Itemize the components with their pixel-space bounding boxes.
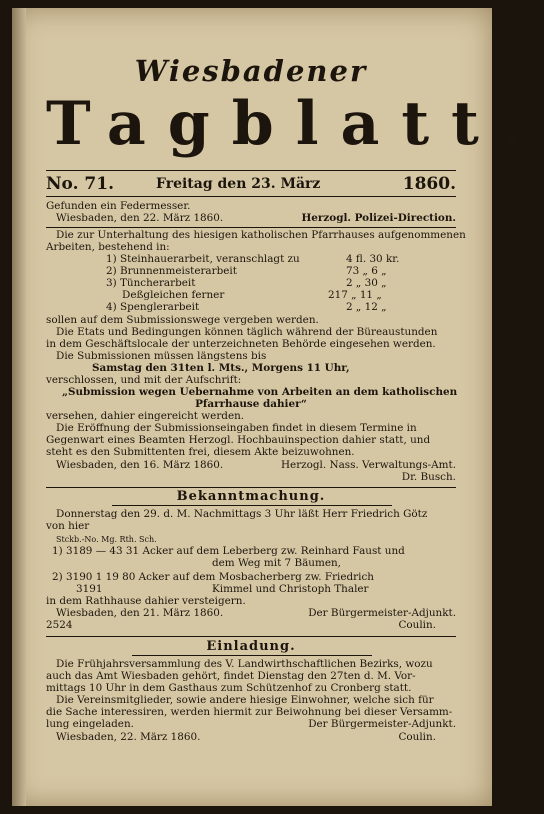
notice2-date: Wiesbaden, den 16. März 1860. — [56, 459, 224, 471]
work-item — [46, 302, 456, 314]
notice3-column-header: Stckb.-No. Mg. Rth. Sch. — [56, 535, 157, 544]
notice4-line: Die Frühjahrsversammlung des V. Landwirthschaftlichen Bezirks, wozu — [56, 658, 433, 670]
notice3-lot: Kimmel und Christoph Thaler — [212, 583, 369, 595]
issue-number: No. 71. — [46, 174, 114, 194]
notice3-lot-number: 3191 — [76, 583, 103, 595]
notice2-line: Die Eröffnung der Submissionseingaben findet in diesem Termine in — [56, 422, 417, 434]
notice3-line: von hier — [46, 520, 90, 532]
work-item — [46, 278, 456, 290]
notice2-authority: Herzogl. Nass. Verwaltungs-Amt. — [280, 459, 456, 471]
notice2-line: Die Submissionen müssen längstens bis — [56, 350, 267, 362]
issue-date: Freitag den 23. März — [156, 176, 321, 192]
notice2-line: sollen auf dem Submissionswege vergeben werden. — [46, 314, 319, 326]
work-item-label: 2) Brunnenmeisterarbeit — [106, 265, 237, 277]
notice2-line: Gegenwart eines Beamten Herzogl. Hochbauinspection dahier statt, und — [46, 434, 431, 446]
notice3-number: 2524 — [46, 619, 73, 631]
dateline — [46, 174, 456, 196]
page-spine — [12, 8, 26, 806]
notice2-deadline: Samstag den 31ten l. Mts., Morgens 11 Uhr, — [92, 362, 350, 374]
work-item-label: 1) Steinhauerarbeit, veranschlagt zu — [106, 253, 300, 265]
masthead-rule-top — [46, 170, 456, 171]
notice2-inscription: Pfarrhause dahier“ — [195, 398, 307, 410]
notice3-lot: 2) 3190 1 19 80 Acker auf dem Mosbacherberg zw. Friedrich — [52, 571, 374, 583]
work-item-value: 73 „ 6 „ — [346, 265, 387, 277]
work-item-label: 4) Spenglerarbeit — [106, 301, 200, 313]
work-item-label: 3) Tüncherarbeit — [106, 277, 196, 289]
work-item-value: 217 „ 11 „ — [328, 289, 382, 301]
heading-rule — [132, 655, 372, 656]
notice3-heading: Bekanntmachung. — [176, 489, 326, 504]
notice2-line: Die zur Unterhaltung des hiesigen katholischen Pfarrhauses aufgenommenen — [56, 229, 466, 241]
notice4-line: auch das Amt Wiesbaden gehört, findet Dienstag den 27ten d. M. Vor- — [46, 670, 416, 682]
notice2-line: in dem Geschäftslocale der unterzeichneten Behörde eingesehen werden. — [46, 338, 436, 350]
notice4-line: die Sache interessiren, werden hiermit zur Beiwohnung bei dieser Versamm- — [46, 706, 453, 718]
notice2-signatory: Dr. Busch. — [401, 471, 456, 483]
notice4-line: Die Vereinsmitglieder, sowie andere hiesige Einwohner, welche sich für — [56, 694, 434, 706]
notice2-line: Arbeiten, bestehend in: — [46, 241, 170, 253]
section-divider — [46, 227, 456, 228]
work-item-value: 2 „ 12 „ — [346, 301, 387, 313]
work-item-value: 2 „ 30 „ — [346, 277, 387, 289]
section-divider — [46, 636, 456, 637]
notice2-inscription: „Submission wegen Uebernahme von Arbeiten an dem katholischen — [62, 386, 458, 398]
notice1-authority: Herzogl. Polizei-Direction. — [301, 212, 456, 224]
notice3-signature-line2 — [46, 620, 456, 632]
notice3-signatory: Coulin. — [398, 619, 436, 631]
notice-found-knife: Gefunden ein Federmesser. — [46, 200, 191, 212]
notice3-lot: 1) 3189 — 43 31 Acker auf dem Leberberg zw. Reinhard Faust und — [52, 545, 405, 557]
notice3-date: Wiesbaden, den 21. März 1860. — [56, 607, 224, 619]
notice4-signature — [46, 732, 456, 744]
notice1-date: Wiesbaden, den 22. März 1860. — [56, 212, 224, 224]
notice4-line: mittags 10 Uhr in dem Gasthaus zum Schützenhof zu Cronberg statt. — [46, 682, 412, 694]
notice2-line: steht es den Submittenten frei, diesem Akte beizuwohnen. — [46, 446, 355, 458]
notice4-signatory: Coulin. — [398, 731, 436, 743]
notice3-authority: Der Bürgermeister-Adjunkt. — [308, 607, 456, 619]
masthead-title: Tagblatt. — [46, 89, 544, 159]
notice3-line: Donnerstag den 29. d. M. Nachmittags 3 Uhr läßt Herr Friedrich Götz — [56, 508, 428, 520]
notice2-line: Die Etats und Bedingungen können täglich während der Büreaustunden — [56, 326, 438, 338]
notice3-lot: dem Weg mit 7 Bäumen, — [212, 557, 341, 569]
notice4-last-line — [46, 719, 456, 731]
heading-rule — [112, 505, 392, 506]
notice4-date: Wiesbaden, 22. März 1860. — [56, 731, 201, 743]
work-item-value: 4 fl. 30 kr. — [346, 253, 400, 265]
notice4-line: lung eingeladen. — [46, 718, 134, 730]
notice2-line: verschlossen, und mit der Aufschrift: — [46, 374, 242, 386]
notice2-line: versehen, dahier eingereicht werden. — [46, 410, 245, 422]
masthead-city: Wiesbadener — [134, 54, 368, 88]
issue-year: 1860. — [402, 174, 456, 194]
notice4-heading: Einladung. — [206, 639, 296, 654]
section-divider — [46, 487, 456, 488]
notice3-line: in dem Rathhause dahier versteigern. — [46, 595, 246, 607]
notice4-authority: Der Bürgermeister-Adjunkt. — [308, 718, 456, 730]
notice2-signature — [46, 460, 456, 472]
notice1-signature — [46, 213, 456, 225]
notice3-signature — [46, 608, 456, 620]
work-item-label: Deßgleichen ferner — [122, 289, 225, 301]
newspaper-page — [12, 8, 544, 806]
masthead-rule-bottom — [46, 196, 456, 197]
